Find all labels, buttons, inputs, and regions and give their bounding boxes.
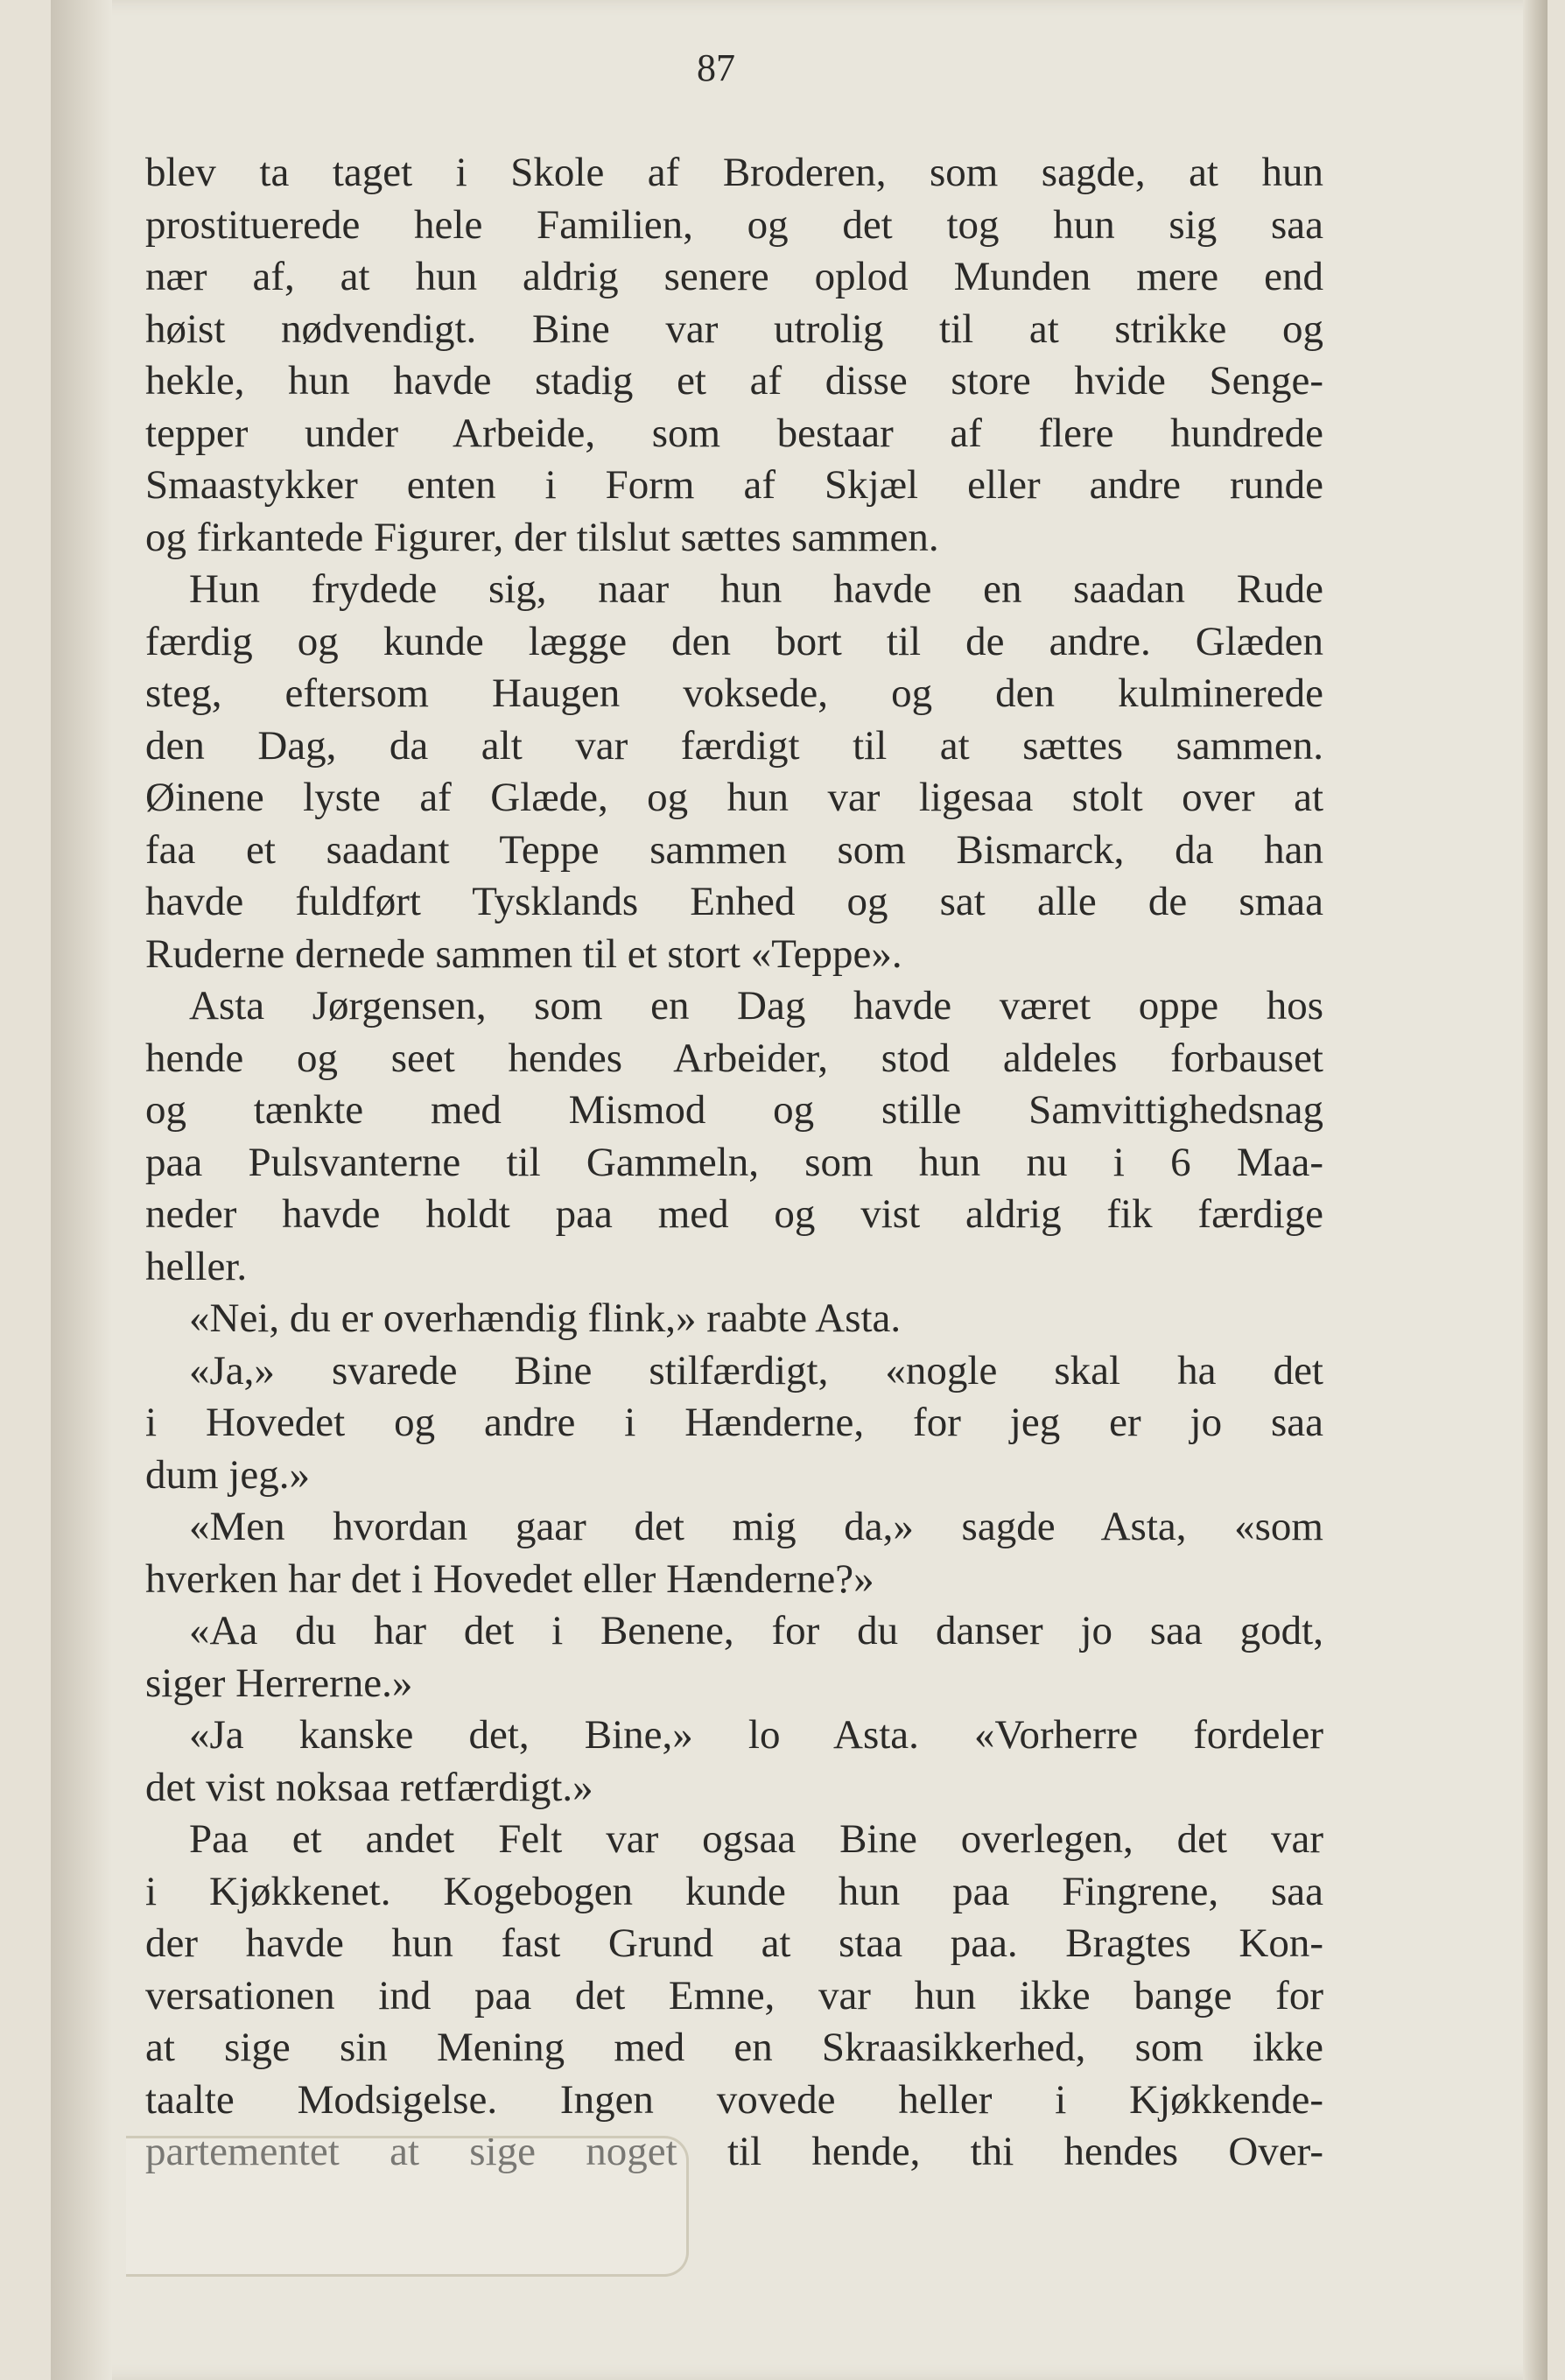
body-text <box>145 147 1323 2179</box>
text-line: der havde hun fast Grund at staa paa. Bragtes Kon- <box>145 1920 1323 1966</box>
text-line: «Aa du har det i Benene, for du danser jo saa godt, <box>189 1608 1323 1653</box>
spine-shadow <box>51 0 112 2380</box>
text-line: Smaastykker enten i Form af Skjæl eller andre runde <box>145 462 1323 508</box>
text-line: heller. <box>145 1243 248 1289</box>
text-line: neder havde holdt paa med og vist aldrig fik færdige <box>145 1191 1323 1237</box>
text-line: at sige sin Mening med en Skraasikkerhed, som ikke <box>145 2025 1323 2070</box>
text-line: «Nei, du er overhændig flink,» raabte Asta. <box>189 1295 902 1341</box>
text-line: prostituerede hele Familien, og det tog hun sig saa <box>145 201 1323 248</box>
text-line: hende og seet hendes Arbeider, stod aldeles forbauset <box>145 1035 1323 1081</box>
text-line: blev ta taget i Skole af Broderen, som sagde, at hun <box>145 150 1323 195</box>
text-line: og firkantede Figurer, der tilslut sættes sammen. <box>145 514 939 560</box>
text-line: Hun frydede sig, naar hun havde en saadan Rude <box>189 566 1323 612</box>
book-page <box>51 0 1547 2380</box>
text-line: dum jeg.» <box>145 1451 310 1498</box>
text-line: tepper under Arbeide, som bestaar af flere hundrede <box>145 410 1323 456</box>
text-line: paa Pulsvanterne til Gammeln, som hun nu i 6 Maa- <box>145 1139 1323 1185</box>
text-line: det vist noksaa retfærdigt.» <box>145 1764 593 1810</box>
text-line: faa et saadant Teppe sammen som Bismarck, da han <box>145 826 1323 873</box>
text-line: Asta Jørgensen, som en Dag havde været oppe hos <box>189 983 1323 1029</box>
text-line: versationen ind paa det Emne, var hun ikke bange for <box>145 1972 1323 2018</box>
text-line: høist nødvendigt. Bine var utrolig til at strikke og <box>145 305 1323 352</box>
text-line: og tænkte med Mismod og stille Samvittighedsnag <box>145 1087 1323 1133</box>
text-line: i Kjøkkenet. Kogebogen kunde hun paa Fingrene, saa <box>145 1868 1323 1914</box>
text-line: hverken har det i Hovedet eller Hænderne?» <box>145 1555 874 1602</box>
text-line: «Men hvordan gaar det mig da,» sagde Asta, «som <box>189 1504 1323 1549</box>
text-line: hekle, hun havde stadig et af disse store hvide Senge- <box>145 358 1323 404</box>
page-edge <box>1523 0 1547 2380</box>
text-line: Ruderne dernede sammen til et stort «Teppe». <box>145 930 902 977</box>
text-line: den Dag, da alt var færdigt til at sættes sammen. <box>145 722 1323 769</box>
text-line: partementet at sige noget til hende, thi hendes Over- <box>145 2129 1323 2174</box>
text-line: havde fuldført Tysklands Enhed og sat alle de smaa <box>145 879 1323 924</box>
text-line: i Hovedet og andre i Hænderne, for jeg er jo saa <box>145 1400 1323 1445</box>
text-line: «Ja kanske det, Bine,» lo Asta. «Vorherre fordeler <box>189 1712 1323 1758</box>
text-line: siger Herrerne.» <box>145 1660 413 1706</box>
text-line: «Ja,» svarede Bine stilfærdigt, «nogle skal ha det <box>189 1347 1323 1394</box>
text-line: Paa et andet Felt var ogsaa Bine overlegen, det var <box>189 1816 1323 1862</box>
text-line: færdig og kunde lægge den bort til de andre. Glæden <box>145 618 1323 664</box>
text-line: steg, eftersom Haugen voksede, og den kulminerede <box>145 670 1323 716</box>
page-number: 87 <box>697 46 735 89</box>
library-stamp-outline <box>126 2136 689 2277</box>
text-line: taalte Modsigelse. Ingen vovede heller i Kjøkkende- <box>145 2076 1323 2123</box>
text-line: nær af, at hun aldrig senere oplod Munden mere end <box>145 254 1323 299</box>
text-line: Øinene lyste af Glæde, og hun var ligesaa stolt over at <box>145 775 1323 820</box>
